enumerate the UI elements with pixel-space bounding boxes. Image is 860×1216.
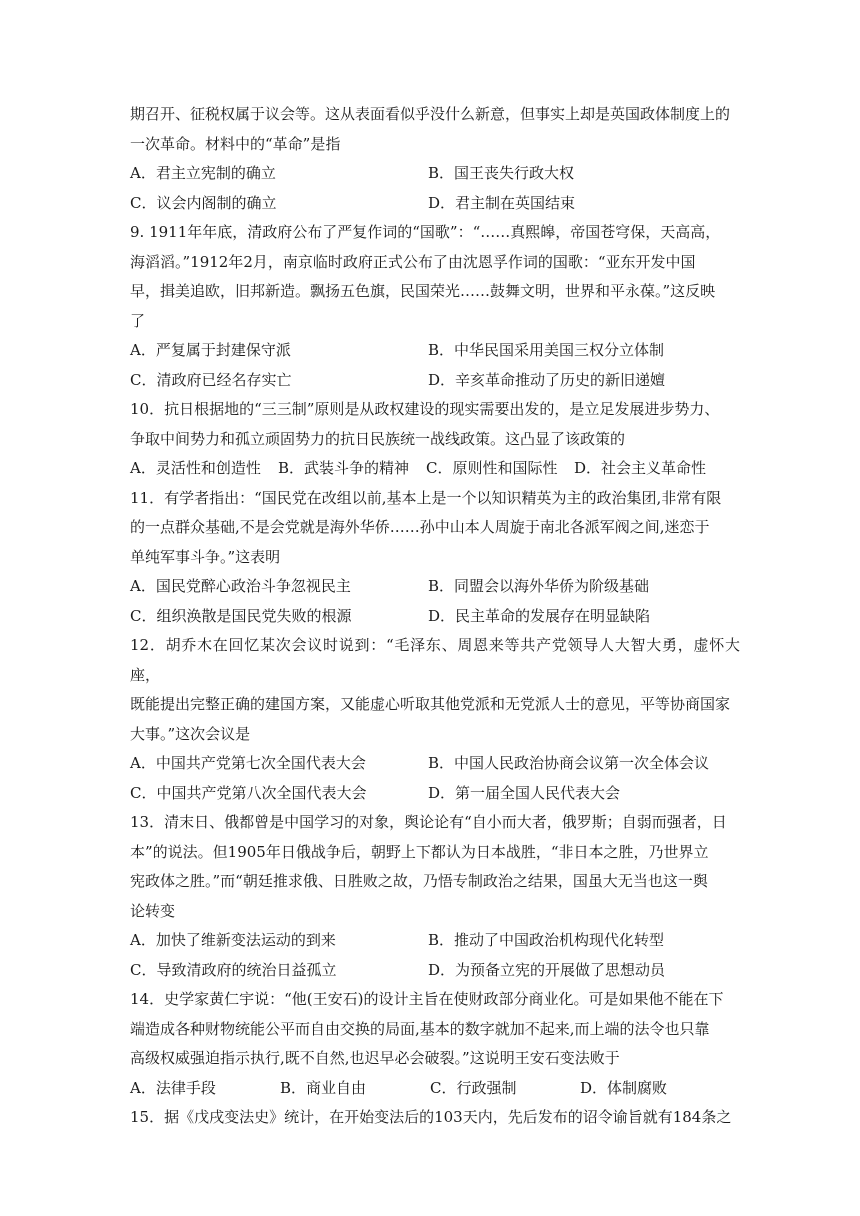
question-text-line: 宪政体之胜。”而“朝廷推求俄、日胜败之故，乃悟专制政治之结果，国虽大无当也这一舆	[130, 872, 708, 890]
option-d[interactable]: D．为预备立宪的开展做了思想动员	[428, 960, 666, 979]
question-text-line: 了	[130, 311, 146, 330]
option-d[interactable]: D．体制腐败	[580, 1078, 668, 1097]
option-c[interactable]: C．中国共产党第八次全国代表大会	[130, 783, 367, 802]
option-a[interactable]: A．国民党醉心政治斗争忽视民主	[130, 577, 351, 595]
question-text-line: 9. 1911年年底，清政府公布了严复作词的“国歌”：“……真熙皞，帝国苍穹保，天高高，	[130, 223, 721, 241]
question-text-line: 期召开、征税权属于议会等。这从表面看似乎没什么新意，但事实上却是英国政体制度上的	[130, 105, 731, 123]
question-8-continued	[130, 100, 740, 218]
question-text-line: 15．据《戊戌变法史》统计，在开始变法后的103天内，先后发布的诏令谕旨就有184条之	[130, 1108, 732, 1126]
question-text-line: 14．史学家黄仁宇说：“他(王安石)的设计主旨在使财政部分商业化。可是如果他不能在下	[130, 990, 724, 1008]
option-c[interactable]: C．行政强制	[430, 1078, 517, 1097]
question-text-line: 本”的说法。但1905年日俄战争后，朝野上下都认为日本战胜，“非日本之胜，乃世界立	[130, 842, 709, 861]
question-text-line: 一次革命。材料中的“革命”是指	[130, 134, 341, 153]
option-c[interactable]: C．议会内阁制的确立	[130, 193, 277, 212]
question-13	[130, 808, 740, 985]
question-text-line: 争取中间势力和孤立顽固势力的抗日民族统一战线政策。这凸显了该政策的	[130, 429, 626, 448]
question-text-line: 大事。”这次会议是	[130, 724, 251, 743]
option-a[interactable]: A．加快了维新变法运动的到来	[130, 931, 336, 949]
option-c[interactable]: C．清政府已经名存实亡	[130, 370, 292, 389]
option-b[interactable]: B．同盟会以海外华侨为阶级基础	[428, 577, 650, 595]
option-d[interactable]: D．民主革命的发展存在明显缺陷	[428, 606, 651, 625]
question-text-line: 端造成各种财物统能公平而自由交换的局面,基本的数字就加不起来,而上端的法令也只靠	[130, 1019, 710, 1038]
question-text-line: 13．清末日、俄都曾是中国学习的对象，舆论论有“自小而大者，俄罗斯；自弱而强者，日	[130, 813, 727, 831]
option-b[interactable]: B．中国人民政治协商会议第一次全体会议	[428, 754, 710, 772]
question-text-line: 11．有学者指出：“国民党在改组以前,基本上是一个以知识精英为主的政治集团,非常有限	[130, 488, 722, 507]
options-row	[130, 1074, 740, 1104]
option-a[interactable]: A．法律手段	[130, 1078, 216, 1097]
question-14	[130, 985, 740, 1103]
option-c[interactable]: C．原则性和国际性	[426, 459, 558, 477]
question-9	[130, 218, 740, 395]
question-text-line: 海滔滔。”1912年2月，南京临时政府正式公布了由沈恩孚作词的国歌：“亚东开发中国	[130, 252, 696, 271]
question-11	[130, 484, 740, 632]
question-text-line: 单纯军事斗争。”这表明	[130, 547, 281, 566]
option-a[interactable]: A．中国共产党第七次全国代表大会	[130, 754, 366, 772]
options-row	[130, 454, 740, 484]
question-text-line: 早，揖美追欧，旧邦新造。飘扬五色旗，民国荣光……鼓舞文明，世界和平永葆。”这反映	[130, 282, 716, 300]
question-12	[130, 631, 740, 808]
options-grid	[130, 749, 740, 808]
option-a[interactable]: A．君主立宪制的确立	[130, 164, 276, 182]
question-text-line: 高级权威强迫指示执行,既不自然,也迟早必会破裂。”这说明王安石变法败于	[130, 1049, 620, 1067]
option-d[interactable]: D．社会主义革命性	[574, 459, 707, 477]
option-b[interactable]: B．推动了中国政治机构现代化转型	[428, 931, 665, 949]
option-b[interactable]: B．武装斗争的精神	[278, 459, 410, 477]
option-c[interactable]: C．组织涣散是国民党失败的根源	[130, 606, 352, 625]
option-b[interactable]: B．商业自由	[280, 1078, 367, 1097]
option-d[interactable]: D．第一届全国人民代表大会	[428, 783, 621, 802]
question-text-line: 论转变	[130, 901, 176, 920]
question-text-line: 12．胡乔木在回忆某次会议时说到：“毛泽东、周恩来等共产党领导人大智大勇，虚怀大座，	[130, 636, 740, 684]
question-text-line: 10．抗日根据地的“三三制”原则是从政权建设的现实需要出发的，是立足发展进步势力、	[130, 400, 720, 418]
question-15	[130, 1103, 740, 1133]
options-grid	[130, 336, 740, 395]
question-text-line: 的一点群众基础,不是会党就是海外华侨……孙中山本人周旋于南北各派军阀之间,迷恋于	[130, 518, 710, 536]
options-grid	[130, 159, 740, 218]
options-grid	[130, 926, 740, 985]
option-d[interactable]: D．君主制在英国结束	[428, 193, 576, 212]
option-a[interactable]: A．严复属于封建保守派	[130, 341, 291, 359]
option-d[interactable]: D．辛亥革命推动了历史的新旧递嬗	[428, 370, 666, 389]
question-text-line: 既能提出完整正确的建国方案，又能虚心听取其他党派和无党派人士的意见，平等协商国家	[130, 695, 731, 713]
options-grid	[130, 572, 740, 631]
option-a[interactable]: A．灵活性和创造性	[130, 459, 261, 477]
option-b[interactable]: B．国王丧失行政大权	[428, 164, 575, 182]
option-c[interactable]: C．导致清政府的统治日益孤立	[130, 960, 337, 979]
question-10	[130, 395, 740, 484]
option-b[interactable]: B．中华民国采用美国三权分立体制	[428, 341, 665, 359]
